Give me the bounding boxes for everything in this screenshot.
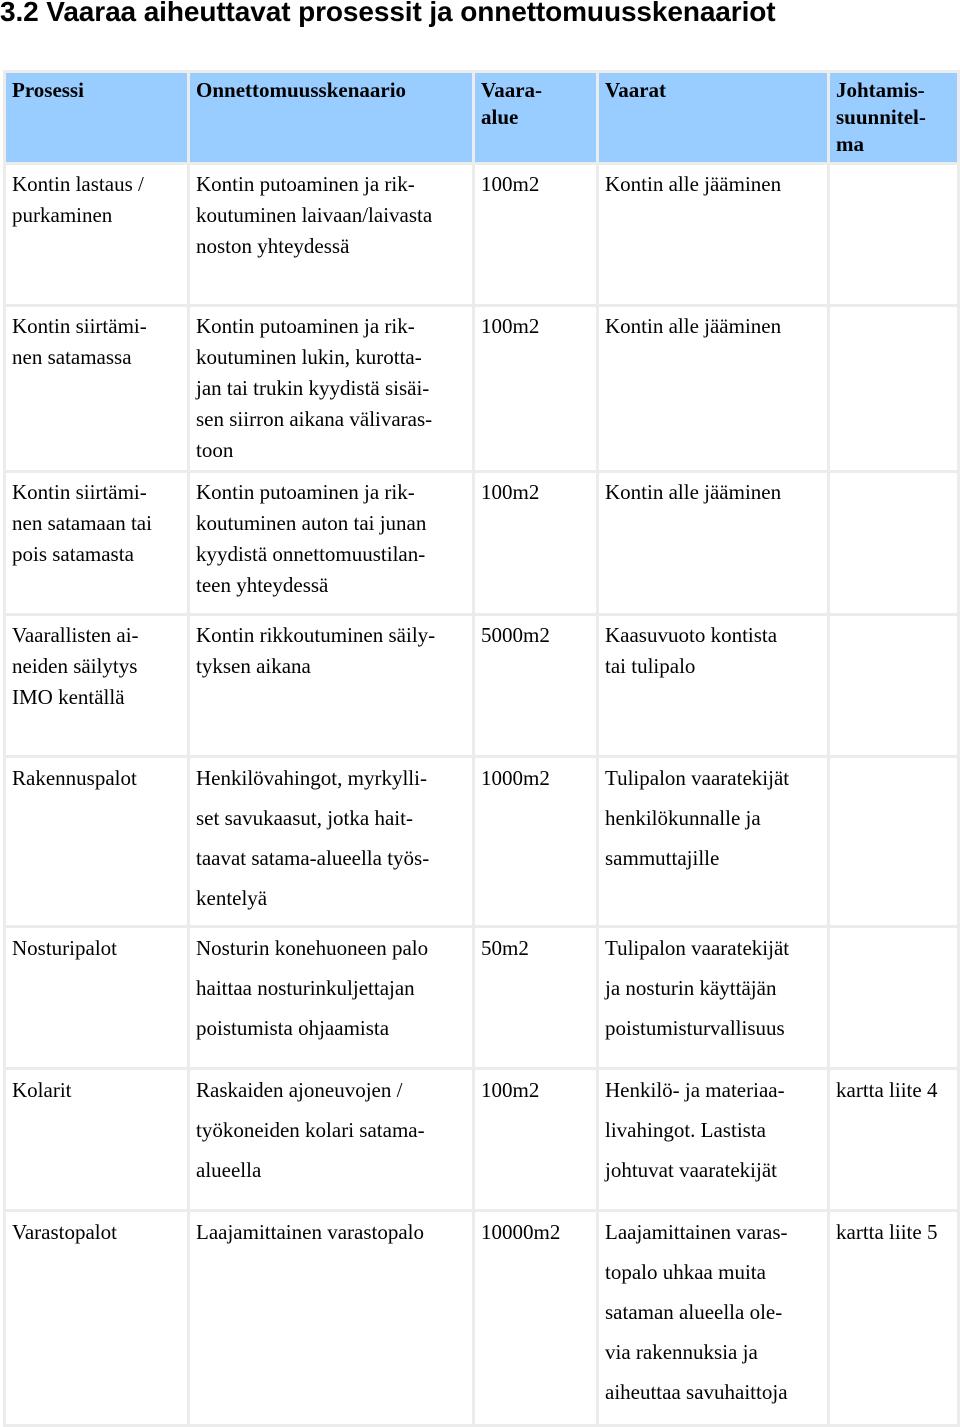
header-prosessi: Prosessi xyxy=(5,72,189,164)
page-title: 3.2 Vaaraa aiheuttavat prosessit ja onnettomuusskenaariot xyxy=(0,0,776,27)
table-row xyxy=(5,757,959,927)
table-row xyxy=(5,1211,959,1426)
cell-skenaario: Raskaiden ajoneuvojen / työkoneiden kolari satama- alueella xyxy=(189,1069,474,1211)
cell-johtamissuunnitelma xyxy=(829,927,959,1069)
cell-vaarat: Laajamittainen varas- topalo uhkaa muita sataman alueella ole- via rakennuksia ja aiheuttaa savuhaittoja xyxy=(598,1211,829,1426)
cell-prosessi: Kontin siirtämi- nen satamaan tai pois satamasta xyxy=(5,472,189,615)
hazard-table xyxy=(3,70,960,1427)
cell-vaara-alue: 10000m2 xyxy=(474,1211,598,1426)
cell-skenaario: Kontin putoaminen ja rik- koutuminen auton tai junan kyydistä onnettomuustilan- teen yhteydessä xyxy=(189,472,474,615)
cell-prosessi: Varastopalot xyxy=(5,1211,189,1426)
header-vaara-alue: Vaara- alue xyxy=(474,72,598,164)
cell-vaara-alue: 100m2 xyxy=(474,1069,598,1211)
cell-prosessi: Nosturipalot xyxy=(5,927,189,1069)
cell-vaara-alue: 50m2 xyxy=(474,927,598,1069)
cell-vaarat: Henkilö- ja materiaa- livahingot. Lastista johtuvat vaaratekijät xyxy=(598,1069,829,1211)
cell-skenaario: Laajamittainen varastopalo xyxy=(189,1211,474,1426)
cell-prosessi: Kolarit xyxy=(5,1069,189,1211)
cell-vaara-alue: 100m2 xyxy=(474,306,598,472)
cell-vaarat: Kontin alle jääminen xyxy=(598,472,829,615)
cell-johtamissuunnitelma xyxy=(829,164,959,306)
cell-prosessi: Rakennuspalot xyxy=(5,757,189,927)
cell-johtamissuunnitelma xyxy=(829,306,959,472)
table-row xyxy=(5,472,959,615)
table-row xyxy=(5,306,959,472)
cell-johtamissuunnitelma xyxy=(829,615,959,757)
cell-prosessi: Kontin siirtämi- nen satamassa xyxy=(5,306,189,472)
table-row xyxy=(5,164,959,306)
table-header-row xyxy=(5,72,959,164)
cell-prosessi: Vaarallisten ai- neiden säilytys IMO kentällä xyxy=(5,615,189,757)
cell-vaarat: Kaasuvuoto kontista tai tulipalo xyxy=(598,615,829,757)
cell-johtamissuunnitelma xyxy=(829,757,959,927)
table-row xyxy=(5,927,959,1069)
cell-johtamissuunnitelma: kartta liite 5 xyxy=(829,1211,959,1426)
cell-skenaario: Nosturin konehuoneen palo haittaa nosturinkuljettajan poistumista ohjaamista xyxy=(189,927,474,1069)
cell-vaarat: Tulipalon vaaratekijät ja nosturin käyttäjän poistumisturvallisuus xyxy=(598,927,829,1069)
header-onnettomuusskenaario: Onnettomuusskenaario xyxy=(189,72,474,164)
cell-skenaario: Kontin putoaminen ja rik- koutuminen laivaan/laivasta noston yhteydessä xyxy=(189,164,474,306)
header-johtamissuunnitelma: Johtamis- suunnitel- ma xyxy=(829,72,959,164)
cell-vaara-alue: 100m2 xyxy=(474,472,598,615)
cell-prosessi: Kontin lastaus / purkaminen xyxy=(5,164,189,306)
cell-vaarat: Kontin alle jääminen xyxy=(598,306,829,472)
table-row xyxy=(5,615,959,757)
header-vaarat: Vaarat xyxy=(598,72,829,164)
cell-skenaario: Kontin putoaminen ja rik- koutuminen lukin, kurotta- jan tai trukin kyydistä sisäi- sen siirron aikana välivaras- toon xyxy=(189,306,474,472)
cell-vaarat: Tulipalon vaaratekijät henkilökunnalle ja sammuttajille xyxy=(598,757,829,927)
cell-vaarat: Kontin alle jääminen xyxy=(598,164,829,306)
cell-johtamissuunnitelma: kartta liite 4 xyxy=(829,1069,959,1211)
cell-vaara-alue: 100m2 xyxy=(474,164,598,306)
cell-johtamissuunnitelma xyxy=(829,472,959,615)
cell-vaara-alue: 1000m2 xyxy=(474,757,598,927)
cell-vaara-alue: 5000m2 xyxy=(474,615,598,757)
table-row xyxy=(5,1069,959,1211)
cell-skenaario: Kontin rikkoutuminen säily- tyksen aikana xyxy=(189,615,474,757)
cell-skenaario: Henkilövahingot, myrkylli- set savukaasut, jotka hait- taavat satama-alueella työs- kentelyä xyxy=(189,757,474,927)
